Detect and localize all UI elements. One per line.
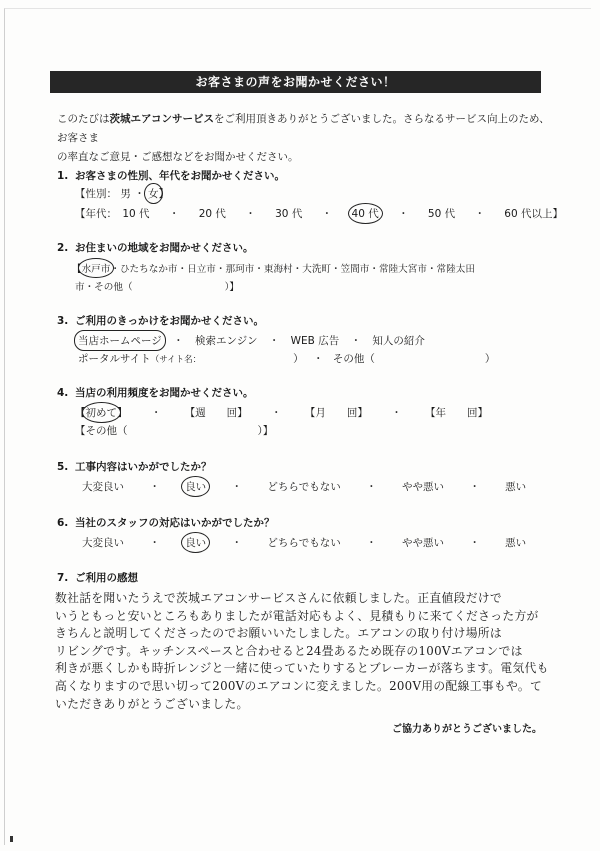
separator: ・ xyxy=(149,481,160,493)
trigger-option-homepage-selected[interactable]: 当店ホームページ xyxy=(78,335,162,347)
question-text: ご利用の感想 xyxy=(75,572,138,584)
area-option-selected[interactable]: 水戸市 xyxy=(82,261,111,275)
rating-option-selected[interactable]: 良い xyxy=(185,481,207,493)
area-options: ・ひたちなか市・日立市・那珂市・東海村・大洗町・笠間市・常陸大宮市・常陸太田 xyxy=(110,264,475,275)
rating-option[interactable]: 悪い xyxy=(505,481,527,493)
age-option[interactable]: 50 代 xyxy=(427,208,456,220)
scan-mark xyxy=(10,836,13,842)
separator: ・ xyxy=(469,481,480,493)
question-number: 1. xyxy=(57,170,69,182)
gender-option-male[interactable]: 男 xyxy=(120,188,131,200)
staff-rating-row xyxy=(82,535,526,550)
rating-option[interactable]: 大変良い xyxy=(82,537,124,549)
bracket: 】 xyxy=(552,208,563,220)
rating-option[interactable]: どちらでもない xyxy=(267,481,341,493)
bracket: ）】 xyxy=(224,282,239,293)
comment-line: 利きが悪くしかも時折レンジと一緒に使っていたりするとブレーカーが落ちます。電気代も xyxy=(55,661,549,676)
bracket: ） xyxy=(293,353,304,365)
age-option-selected[interactable]: 40 代 xyxy=(351,208,379,220)
question-7-title xyxy=(57,570,138,585)
frequency-option-first-selected[interactable]: 初めて xyxy=(85,407,117,419)
trigger-option-referral[interactable]: 知人の紹介 xyxy=(372,335,425,347)
rating-option[interactable]: どちらでもない xyxy=(267,537,341,549)
frequency-option-year[interactable]: 【年 回】 xyxy=(425,407,489,419)
question-1-title xyxy=(57,168,285,183)
work-rating-row xyxy=(82,479,526,494)
question-6-title xyxy=(57,515,275,530)
age-option[interactable]: 10 代 xyxy=(122,208,150,220)
separator: ・ xyxy=(469,537,480,549)
question-number: 6. xyxy=(57,517,69,529)
bracket: ）】 xyxy=(257,425,274,437)
rating-option[interactable]: やや悪い xyxy=(401,481,444,493)
rating-option[interactable]: やや悪い xyxy=(401,537,444,549)
area-other: 市・その他（ xyxy=(75,282,133,293)
separator: ・ xyxy=(268,335,280,347)
separator: ・ xyxy=(150,407,162,419)
separator: ・ xyxy=(398,208,409,220)
question-number: 7. xyxy=(57,572,69,584)
rating-option[interactable]: 悪い xyxy=(505,537,527,549)
bracket: 】 xyxy=(158,188,170,200)
gender-row xyxy=(75,186,169,201)
question-number: 4. xyxy=(57,387,69,399)
separator: ・ xyxy=(366,481,377,493)
comment-line: 高くなりますので思い切って200Vのエアコンに変えました。200V用の配線工事もや。て xyxy=(55,678,543,693)
comment-line: いうともっと安いところもありましたが電話対応もよく、見積もりに来てくださった方が xyxy=(55,608,539,623)
bracket: 】 xyxy=(117,407,128,419)
gender-label: 【性別： xyxy=(75,188,117,200)
frequency-row-2 xyxy=(75,423,273,438)
age-label: 【年代： xyxy=(75,208,117,220)
question-number: 5. xyxy=(57,461,69,473)
separator: ・ xyxy=(474,208,485,220)
gender-option-female-selected[interactable]: 女 xyxy=(148,188,159,200)
separator: ・ xyxy=(366,537,377,549)
question-text: 当社のスタッフの対応はいかがでしたか？ xyxy=(75,517,275,529)
comment-line: きちんと説明してくださったのでお願いいたしました。エアコンの取り付け場所は xyxy=(55,626,502,641)
separator: ・ xyxy=(168,208,180,220)
age-option[interactable]: 30 代 xyxy=(275,208,303,220)
frequency-row-1 xyxy=(75,405,488,420)
frequency-option-month[interactable]: 【月 回】 xyxy=(304,407,368,419)
question-text: お客さまの性別、年代をお聞かせください。 xyxy=(75,170,285,182)
intro-text-part: このたびは xyxy=(57,113,110,125)
trigger-row-1 xyxy=(78,333,425,348)
comment-line: 数社話を聞いたうえで茨城エアコンサービスさんに依頼しました。正直値段だけで xyxy=(55,591,502,605)
trigger-option-other[interactable]: その他（ xyxy=(332,353,375,365)
question-2-title xyxy=(57,240,254,255)
site-name-label: （サイト名： xyxy=(150,355,202,365)
area-row-1 xyxy=(72,261,475,275)
survey-title: お客さまの声をお聞かせください！ xyxy=(50,71,541,93)
question-text: ご利用のきっかけをお聞かせください。 xyxy=(75,315,264,327)
separator: ・ xyxy=(321,208,333,220)
separator: ・ xyxy=(271,407,282,419)
separator: ・ xyxy=(149,537,160,549)
trigger-option-portal[interactable]: ポータルサイト xyxy=(78,353,151,365)
separator: ・ xyxy=(245,208,256,220)
bracket: ） xyxy=(484,353,496,365)
separator: ・ xyxy=(313,353,324,365)
frequency-option-week[interactable]: 【週 回】 xyxy=(184,407,248,419)
rating-option-selected[interactable]: 良い xyxy=(185,537,207,549)
question-text: 当店の利用頻度をお聞かせください。 xyxy=(75,387,254,399)
separator: ・ xyxy=(231,481,243,493)
bracket: 【 xyxy=(72,264,82,275)
age-option[interactable]: 20 代 xyxy=(198,208,226,220)
thank-you-note: ご協力ありがとうございました。 xyxy=(392,724,542,735)
handwritten-comment xyxy=(55,590,565,713)
comment-line: いただきありがとうございました。 xyxy=(55,696,249,711)
company-name: 茨城エアコンサービス xyxy=(109,113,214,125)
intro-text-part: をご利用頂きありがとうございました。さらなるサービス向上のため、お客さま xyxy=(57,113,550,144)
separator: ・ xyxy=(231,537,243,549)
question-4-title xyxy=(57,385,254,400)
trigger-row-2 xyxy=(78,351,495,366)
rating-option[interactable]: 大変良い xyxy=(82,481,124,493)
question-text: 工事内容はいかがでしたか？ xyxy=(75,461,212,473)
trigger-option-web-ad[interactable]: WEB 広告 xyxy=(290,335,340,347)
separator: ・ xyxy=(391,407,402,419)
frequency-option-other[interactable]: 【その他（ xyxy=(75,425,128,437)
separator: ・ xyxy=(350,335,362,347)
intro-text-line2: の率直なご意見・ご感想などをお聞かせください。 xyxy=(57,151,299,163)
trigger-option-search[interactable]: 検索エンジン xyxy=(194,335,258,347)
separator: ・ xyxy=(173,335,184,347)
bracket: 【 xyxy=(75,407,86,419)
area-row-2 xyxy=(75,279,239,293)
question-3-title xyxy=(57,313,264,328)
question-number: 3. xyxy=(57,315,69,327)
separator: ・ xyxy=(134,188,145,200)
question-number: 2. xyxy=(57,242,69,254)
age-row xyxy=(75,206,563,221)
intro-text xyxy=(57,110,557,167)
comment-line: リビングです。キッチンスペースと合わせると24畳あるため既存の100Vエアコンでは xyxy=(55,643,523,658)
question-text: お住まいの地域をお聞かせください。 xyxy=(75,242,254,254)
age-option[interactable]: 60 代以上 xyxy=(504,208,553,220)
question-5-title xyxy=(57,459,212,474)
